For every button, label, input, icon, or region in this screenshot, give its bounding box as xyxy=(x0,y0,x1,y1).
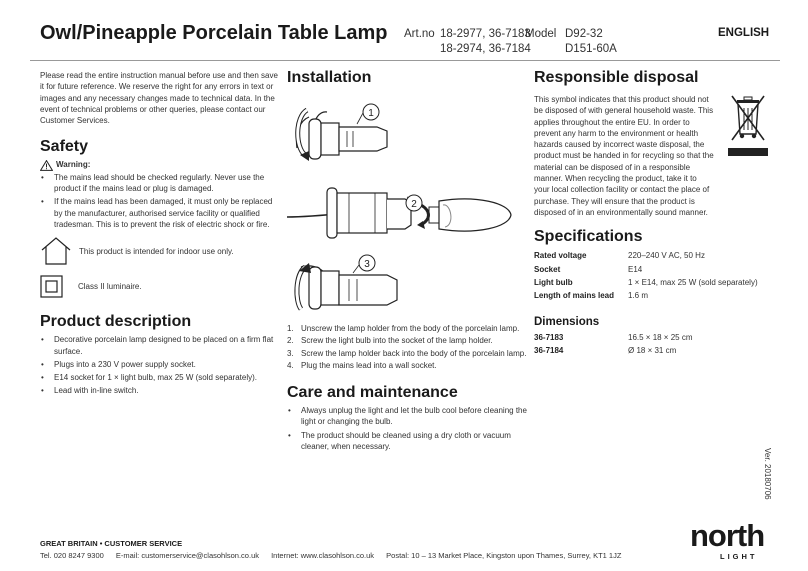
table-row xyxy=(534,331,774,344)
list-item: • Decorative porcelain lamp designed to be placed on a firm flat surface. xyxy=(40,334,278,357)
list-item: • E14 socket for 1 × light bulb, max 25 W (sold separately). xyxy=(40,372,278,383)
logo-sub: LIGHT xyxy=(720,552,758,561)
column-left xyxy=(40,70,278,397)
table-row xyxy=(534,249,774,262)
step-number: 2. xyxy=(287,336,294,346)
list-item: • The mains lead should be checked regularly. Never use the product if the mains lead or plug is damaged. xyxy=(40,172,278,195)
list-item: • Lead with in-line switch. xyxy=(40,385,278,396)
installation-steps xyxy=(287,323,527,371)
table-row xyxy=(534,263,774,276)
callout-2: 2 xyxy=(411,199,417,210)
footer-title: GREAT BRITAIN • CUSTOMER SERVICE xyxy=(40,539,183,548)
crossed-out-bin-icon xyxy=(726,94,770,162)
step-text: Screw the light bulb into the socket of the lamp holder. xyxy=(301,336,493,346)
indoor-notice xyxy=(40,236,278,266)
disposal-block xyxy=(534,94,774,218)
list-item xyxy=(287,335,527,346)
list-item xyxy=(287,348,527,359)
indoor-text: This product is intended for indoor use only. xyxy=(79,246,234,256)
model-line-2: D151-60A xyxy=(565,43,617,55)
warning-label: Warning: xyxy=(56,160,91,170)
step-number: 3. xyxy=(287,348,294,358)
footer xyxy=(40,538,631,561)
step-1-figure xyxy=(297,104,388,161)
table-row xyxy=(534,289,774,302)
warning-triangle-icon xyxy=(40,160,53,171)
art-line-1: 18-2977, 36-7183 xyxy=(440,28,531,40)
list-item: • Always unplug the light and let the bulb cool before cleaning the light or changing the bulb. xyxy=(287,405,527,428)
version-label: Ver. 20180706 xyxy=(763,448,772,500)
step-text: Screw the lamp holder back into the body of the porcelain lamp. xyxy=(301,348,527,358)
model-line-1: D92-32 xyxy=(565,28,603,40)
step-text: Unscrew the lamp holder from the body of the porcelain lamp. xyxy=(301,324,520,333)
list-item: • If the mains lead has been damaged, it must only be replaced by the manufacturer, authorised service facility or qualified tradesman. This is to prevent the risk of electric shock or fire. xyxy=(40,196,278,230)
installation-heading: Installation xyxy=(287,69,372,86)
model-label: Model xyxy=(525,28,557,40)
list-item xyxy=(287,323,527,334)
class-text: Class II luminaire. xyxy=(78,282,142,292)
footer-tel: Tel. 020 8247 9300 xyxy=(40,550,104,560)
table-row xyxy=(534,276,774,289)
dimension-key: 36-7183 xyxy=(534,332,564,342)
callout-1: 1 xyxy=(368,108,374,119)
footer-postal: Postal: 10 – 13 Market Place, Kingston upon Thames, Surrey, KT1 1JZ xyxy=(386,550,622,560)
specifications-table xyxy=(534,249,774,303)
step-number: 1. xyxy=(287,324,294,333)
step-3-figure xyxy=(297,255,397,309)
list-item: • The product should be cleaned using a dry cloth or vacuum cleaner, when necessary. xyxy=(287,430,527,453)
page-title: Owl/Pineapple Porcelain Table Lamp xyxy=(40,22,388,44)
dimension-value: 16.5 × 18 × 25 cm xyxy=(628,332,693,342)
dimensions-heading: Dimensions xyxy=(534,315,600,328)
warning-line xyxy=(40,159,278,170)
list-item: • Plugs into a 230 V power supply socket. xyxy=(40,359,278,370)
specifications-heading: Specifications xyxy=(534,228,643,246)
footer-internet[interactable]: Internet: www.clasohlson.co.uk xyxy=(271,550,375,560)
intro-text: Please read the entire instruction manual before use and then save it for future reference. We reserve the right for any errors in text or images and any necessary changes made to technical data. In the event of technical problems or other queries, please contact our Customer Services. xyxy=(40,71,278,126)
safety-list xyxy=(40,172,278,230)
spec-key: Length of mains lead xyxy=(534,291,615,301)
column-right xyxy=(534,68,774,358)
dimensions-table xyxy=(534,331,774,358)
product-heading: Product description xyxy=(40,313,192,331)
spec-key: Rated voltage xyxy=(534,251,587,261)
double-square-icon xyxy=(40,275,63,298)
disposal-heading: Responsible disposal xyxy=(534,69,699,86)
spec-key: Socket xyxy=(534,264,561,274)
footer-contacts xyxy=(40,550,631,562)
spec-value: 1 × E14, max 25 W (sold separately) xyxy=(628,278,758,288)
disposal-text: This symbol indicates that this product should not be disposed of with general household waste. This applies throughout the entire EU. In order to prevent any harm to the environment or health hazards caused by incorrect waste disposal, the product must be handed in for recycling so that the material can be disposed of in a responsible manner. When recycling the product, take it to your local collection facility or contact the place of purchase. They will ensure that the product is disposed of in an environmentally sound manner. xyxy=(534,95,714,217)
spec-key: Light bulb xyxy=(534,278,573,288)
step-text: Plug the mains lead into a wall socket. xyxy=(301,360,437,370)
column-middle xyxy=(287,68,527,452)
logo-brand: north xyxy=(690,518,765,553)
step-2-figure xyxy=(287,188,511,238)
header-divider xyxy=(30,60,780,61)
product-list xyxy=(40,334,278,396)
safety-heading: Safety xyxy=(40,138,89,156)
list-item xyxy=(287,360,527,371)
step-number: 4. xyxy=(287,360,294,370)
spec-value: E14 xyxy=(628,264,643,274)
house-icon xyxy=(40,236,72,266)
brand-logo xyxy=(690,520,770,560)
dimension-value: Ø 18 × 31 cm xyxy=(628,346,677,356)
dimension-key: 36-7184 xyxy=(534,346,564,356)
spec-value: 1.6 m xyxy=(628,291,649,301)
care-heading: Care and maintenance xyxy=(287,384,458,402)
footer-email[interactable]: E-mail: customerservice@clasohlson.co.uk xyxy=(115,550,259,560)
language-label: ENGLISH xyxy=(718,27,770,39)
care-list xyxy=(287,405,527,452)
art-label: Art.no xyxy=(404,28,435,40)
callout-3: 3 xyxy=(364,259,370,270)
table-row xyxy=(534,344,774,357)
class-notice xyxy=(40,275,278,298)
spec-value: 220–240 V AC, 50 Hz xyxy=(628,251,705,261)
installation-illustration xyxy=(287,95,527,320)
art-line-2: 18-2974, 36-7184 xyxy=(440,43,531,55)
